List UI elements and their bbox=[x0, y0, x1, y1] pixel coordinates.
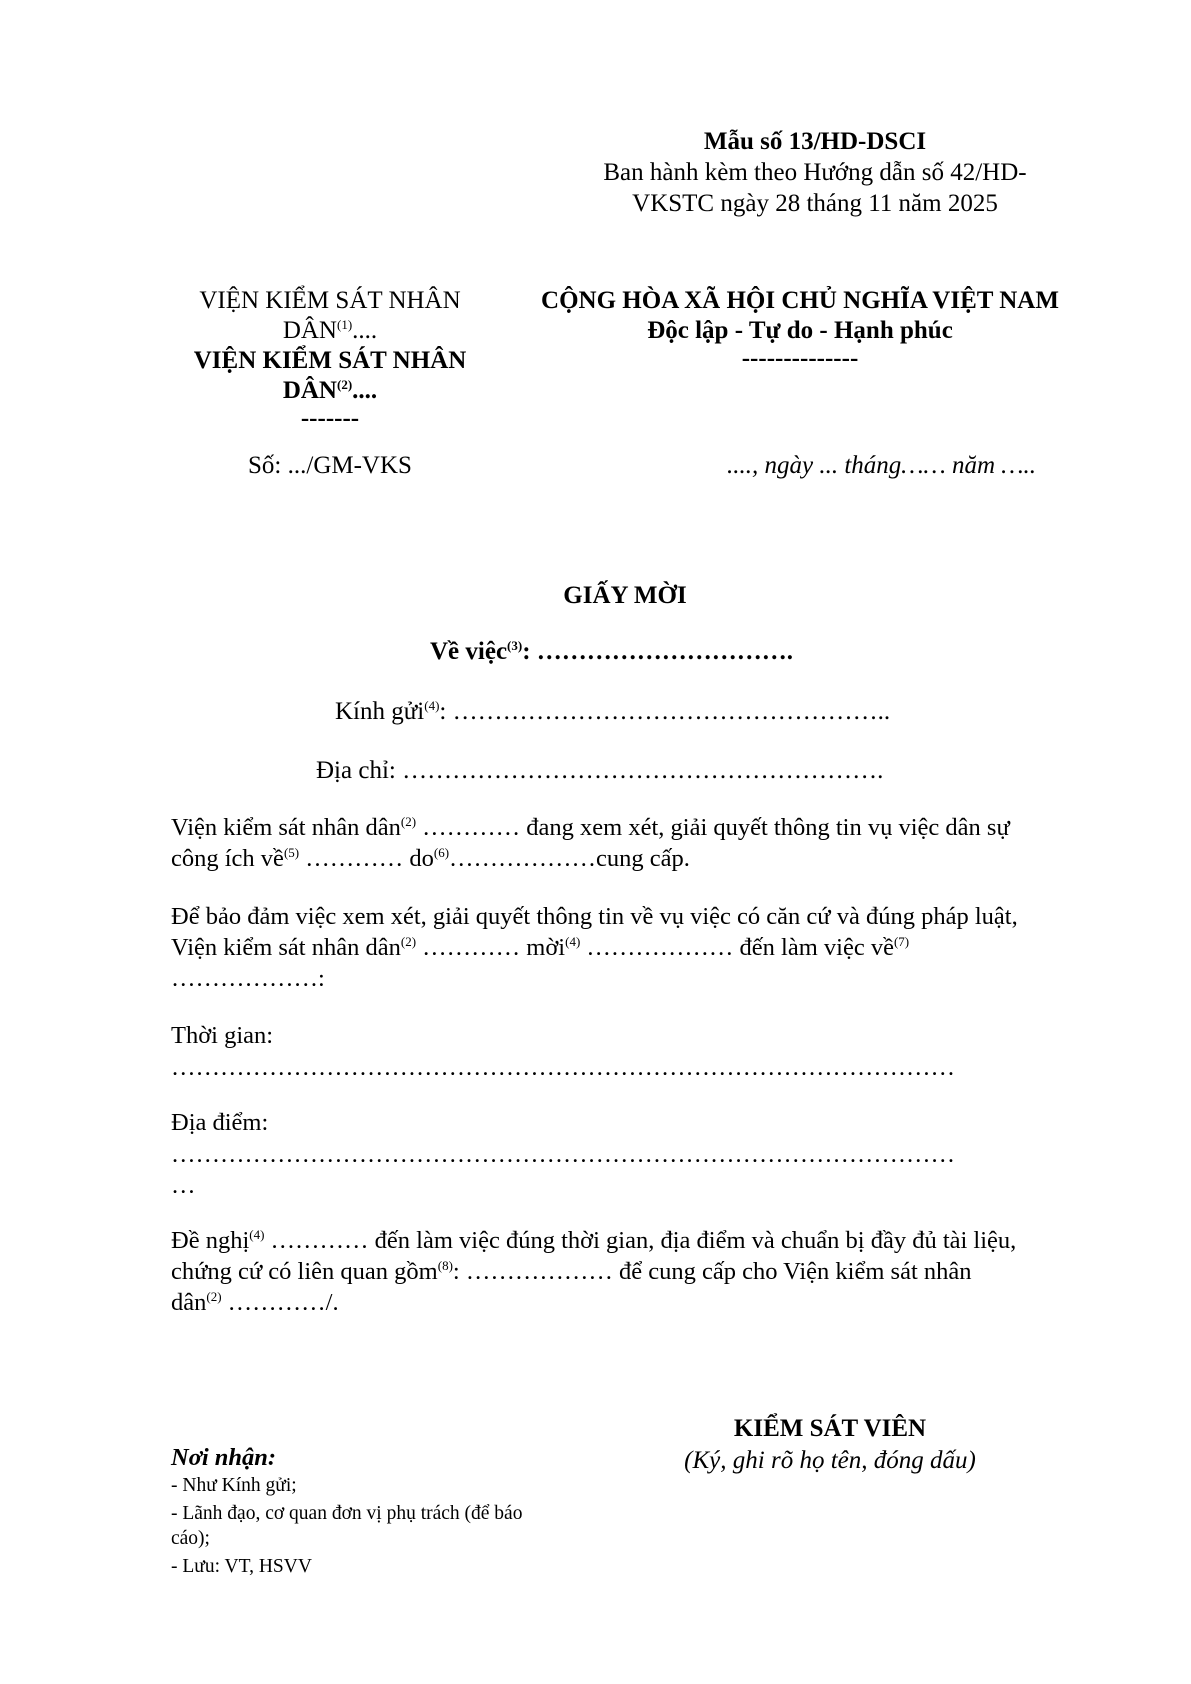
form-header bbox=[580, 126, 1050, 219]
parent-agency: VIỆN KIỂM SÁT NHÂN DÂN$^{(1)}$.... bbox=[199, 287, 461, 344]
national-block bbox=[500, 286, 1100, 372]
time-value: …………………………………………………………………………………… bbox=[171, 1054, 955, 1081]
recipient-item-1: - Như Kính gửi; bbox=[171, 1475, 297, 1496]
recipient-line: Kính gửi$^{(4)}$: …………………………………………….. bbox=[335, 698, 891, 725]
document-number: Số: .../GM-VKS bbox=[248, 452, 412, 479]
recipient-item-2: - Lãnh đạo, cơ quan đơn vị phụ trách (để báo cáo); bbox=[171, 1503, 523, 1549]
issuing-agency: VIỆN KIỂM SÁT NHÂN DÂN$^{(2)}$.... bbox=[193, 347, 467, 404]
recipient-item-3: - Lưu: VT, HSVV bbox=[171, 1556, 312, 1577]
paragraph-3: Đề nghị$^{(4)}$ ………… đến làm việc đúng thời gian, địa điểm và chuẩn bị đầy đủ tài liệu, chứng cứ có liên quan gồm$^{(8)}$: ……………… để cung cấp cho Viện kiểm sát nhân dân$^{(2)}$ …………/. bbox=[171, 1227, 1017, 1316]
recipients-block bbox=[171, 1443, 611, 1579]
agency-block bbox=[160, 286, 500, 432]
document-title: GIẤY MỜI bbox=[563, 582, 687, 609]
time-label: Thời gian: bbox=[171, 1022, 274, 1049]
signature-note: (Ký, ghi rõ họ tên, đóng dấu) bbox=[684, 1447, 976, 1474]
subject-line: Về việc$^{(3)}$: …………………………. bbox=[430, 638, 794, 665]
place-value-1: …………………………………………………………………………………… bbox=[171, 1141, 955, 1168]
place-block bbox=[171, 1107, 1101, 1201]
signature-block bbox=[640, 1413, 1020, 1477]
country-name: CỘNG HÒA XÃ HỘI CHỦ NGHĨA VIỆT NAM bbox=[541, 287, 1059, 314]
paragraph-2: Để bảo đảm việc xem xét, giải quyết thông tin về vụ việc có căn cứ và đúng pháp luật, Viện kiểm sát nhân dân$^{(2)}$ ………… mời$^{(4)}$ ……………… đến làm việc về$^{(7)}$ ………………: bbox=[171, 903, 1018, 992]
paragraph-1: Viện kiểm sát nhân dân$^{(2)}$ ………… đang xem xét, giải quyết thông tin vụ việc dân sự công ích về$^{(5)}$ ………… $do^{(6)}\dots\dots\dots\dots\dots\dots cung$ cấp. bbox=[171, 814, 1010, 872]
place-value-2: … bbox=[171, 1172, 196, 1199]
form-issued-line-1: Ban hành kèm theo Hướng dẫn số 42/HD- bbox=[603, 159, 1027, 186]
signature-title: KIỂM SÁT VIÊN bbox=[733, 1415, 927, 1442]
recipients-heading: Nơi nhận: bbox=[171, 1444, 277, 1471]
national-divider: -------------- bbox=[741, 345, 859, 372]
national-motto: Độc lập - Tự do - Hạnh phúc bbox=[647, 317, 953, 344]
place-label: Địa điểm: bbox=[171, 1109, 269, 1136]
date-line: ...., ngày ... tháng…… năm ….. bbox=[727, 452, 1037, 479]
form-issued-line-2: VKSTC ngày 28 tháng 11 năm 2025 bbox=[632, 190, 998, 217]
time-block bbox=[171, 1020, 1101, 1083]
agency-divider: ------- bbox=[300, 405, 360, 432]
form-number: Mẫu số 13/HD-DSCI bbox=[703, 128, 927, 155]
address-line: Địa chỉ: …………………………………………………. bbox=[316, 757, 884, 784]
